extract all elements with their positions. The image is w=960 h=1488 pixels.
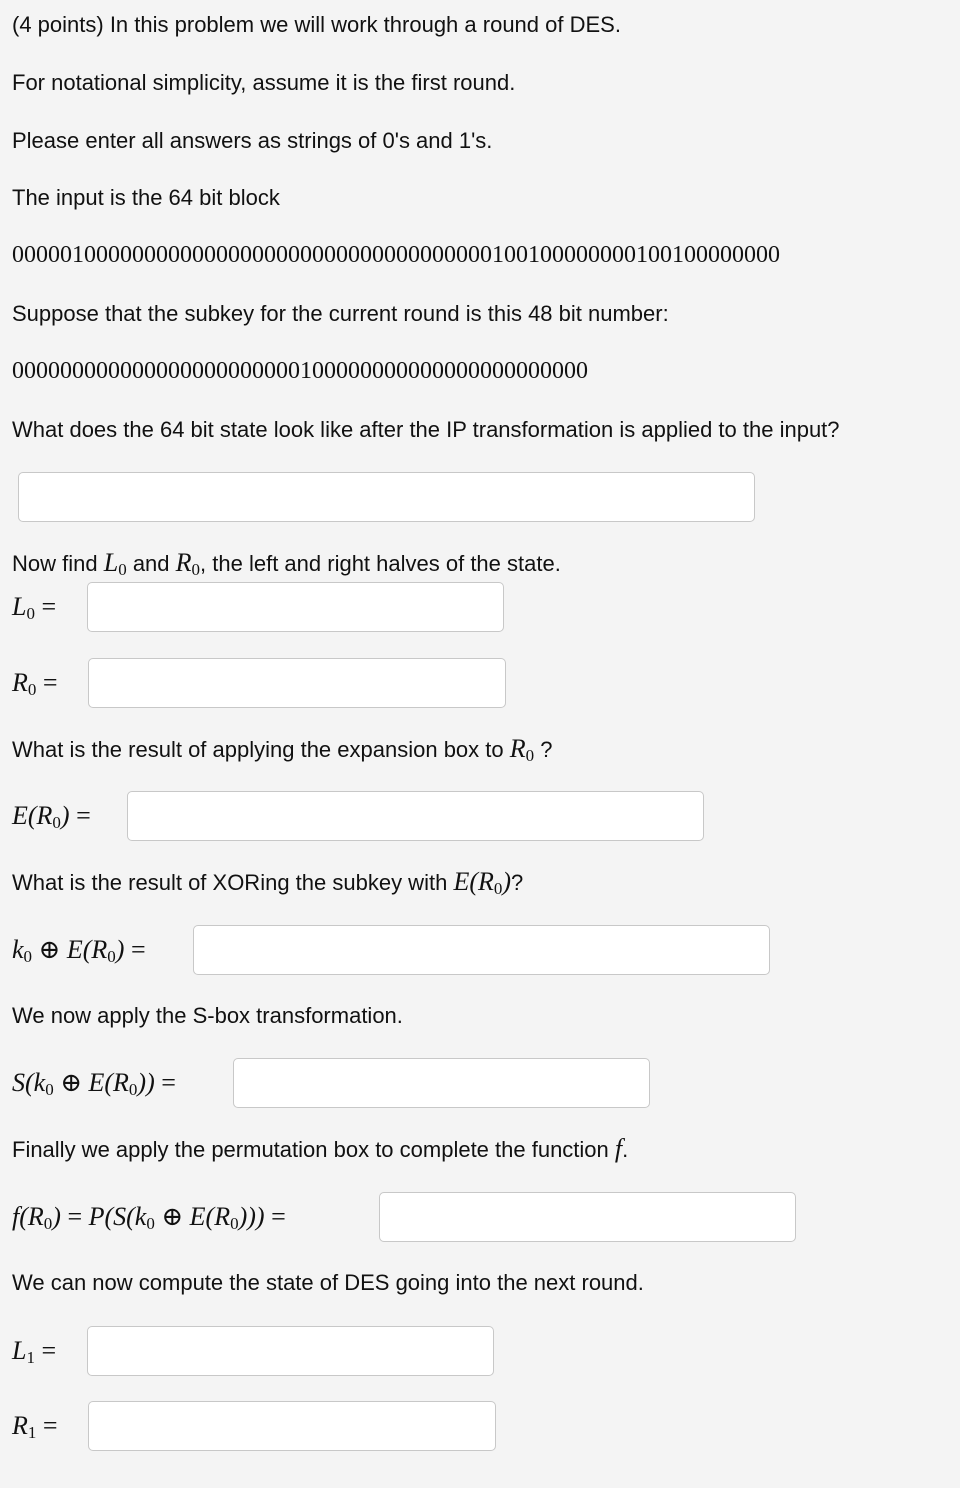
sbox-label: $S(k_0$ ⊕ $E(R_0)$) = [12,1068,176,1099]
r0-symbol: $R_0$ [175,548,201,579]
r1-label: $R_1$ = [12,1411,58,1442]
subkey-intro: Suppose that the subkey for the current round is this 48 bit number: [12,301,669,326]
xor-question-suffix: ? [511,870,524,895]
r0-symbol: $R_0$ [509,734,535,765]
xor-question [12,866,523,899]
ip-state-input[interactable] [18,472,755,522]
notation-note: For notational simplicity, assume it is the first round. [12,70,516,95]
l0-label: $L_0$ = [12,592,57,623]
pbox-input[interactable] [379,1192,796,1242]
expansion-symbol: $E(R_0)$ [453,867,512,898]
l0-symbol: $L_0$ [103,548,127,579]
subkey-value: 000000000000000000000000100000000000000000000000 [12,358,588,384]
halves-question [12,547,561,580]
halves-question-prefix: Now find [12,551,98,576]
halves-question-and: and [132,551,170,576]
pbox-statement [12,1133,628,1166]
ip-question: What does the 64 bit state look like after the IP transformation is applied to the input? [12,417,840,442]
r0-label: $R_0$ = [12,668,58,699]
halves-question-suffix: , the left and right halves of the state. [200,551,561,576]
expansion-label: $E(R_0)$ = [12,801,91,832]
xor-input[interactable] [193,925,770,975]
l1-label: $L_1$ = [12,1336,57,1367]
sbox-input[interactable] [233,1058,650,1108]
next-round-statement: We can now compute the state of DES going into the next round. [12,1270,644,1295]
r1-input[interactable] [88,1401,496,1451]
input-intro: The input is the 64 bit block [12,185,280,210]
l0-input[interactable] [87,582,504,632]
expansion-question-prefix: What is the result of applying the expansion box to [12,737,504,762]
expansion-question [12,733,553,766]
input-block: 0000010000000000000000000000000000000000100100000000100100000000 [12,242,780,268]
xor-question-prefix: What is the result of XORing the subkey with [12,870,448,895]
xor-label: $k_0$ ⊕ $E(R_0)$ = [12,935,146,966]
expansion-input[interactable] [127,791,704,841]
problem-intro: (4 points) In this problem we will work through a round of DES. [12,12,621,37]
l1-input[interactable] [87,1326,494,1376]
pbox-statement-suffix: . [622,1137,629,1162]
f-symbol: f [614,1134,623,1163]
pbox-label: $f(R_0) = P(S(k_0$ ⊕ $E(R_0)$)) = [12,1202,286,1233]
format-note: Please enter all answers as strings of 0's and 1's. [12,128,493,153]
r0-input[interactable] [88,658,506,708]
sbox-statement: We now apply the S-box transformation. [12,1003,403,1028]
pbox-statement-prefix: Finally we apply the permutation box to complete the function [12,1137,609,1162]
expansion-question-suffix: ? [540,737,553,762]
